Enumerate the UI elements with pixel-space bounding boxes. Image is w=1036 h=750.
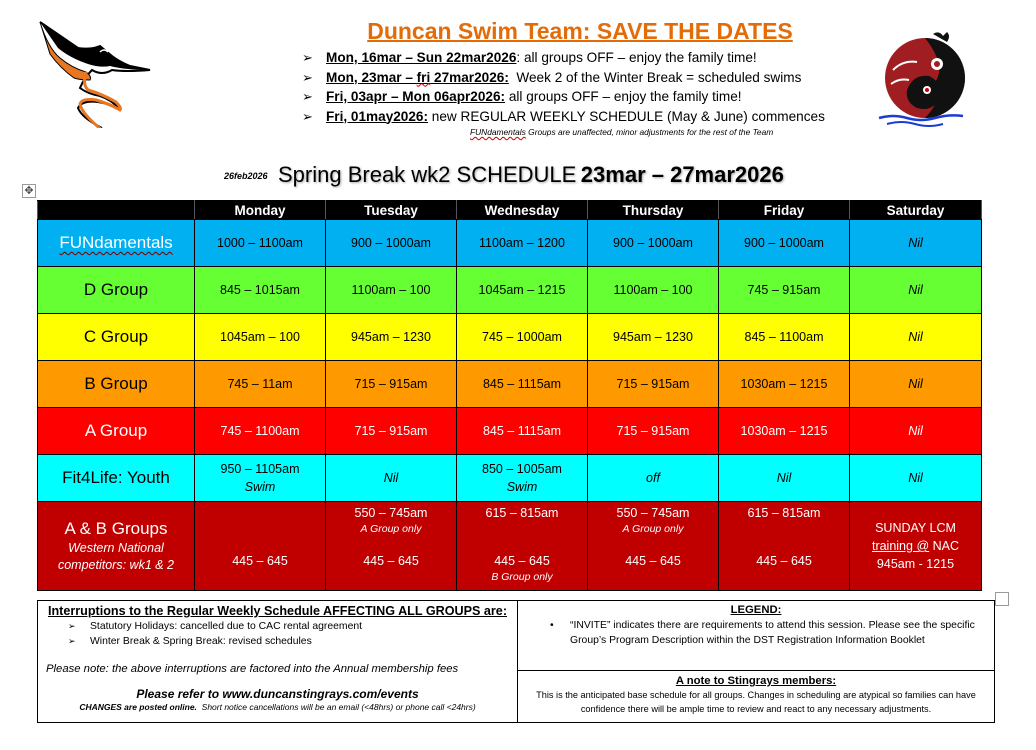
member-note-panel	[518, 671, 994, 722]
group-sublabel: Western National competitors: wk1 & 2	[57, 541, 174, 572]
changes-note: CHANGES are posted online. Short notice cancellations will be an email (<48hrs) or phone call <24hrs)	[79, 702, 476, 712]
schedule-cell: 1100am – 100	[326, 267, 457, 314]
arrow-bullet-icon: ➢	[302, 69, 313, 85]
schedule-cell: 745 – 11am	[195, 361, 326, 408]
legend-panel	[518, 601, 994, 671]
table-move-handle-icon[interactable]: ✥	[22, 184, 36, 198]
arrow-bullet-icon: ➢	[68, 636, 76, 646]
header-friday: Friday	[719, 201, 850, 220]
save-the-dates-list	[302, 48, 862, 126]
schedule-cell: 745 – 1000am	[457, 314, 588, 361]
schedule-cell: 845 – 1015am	[195, 267, 326, 314]
footer-info-box	[37, 600, 995, 723]
member-note-text: This is the anticipated base schedule for all groups. Changes in scheduling are atypical so families can have confidence there will be ample time to review and react to any necessary adjustments.	[536, 690, 976, 714]
schedule-cell: Nil	[850, 220, 982, 267]
list-item: ➢ Winter Break & Spring Break: revised schedules	[68, 636, 312, 647]
arrow-bullet-icon: ➢	[68, 621, 76, 631]
table-row-b-group	[38, 361, 982, 408]
schedule-cell: 615 – 815am 445 – 645 B Group only	[457, 502, 588, 591]
header-monday: Monday	[195, 201, 326, 220]
membership-fee-note: Please note: the above interruptions are factored into the Annual membership fees	[46, 663, 459, 675]
group-label: B Group	[38, 361, 195, 408]
document-date: 26feb2026	[224, 171, 268, 181]
list-item: ➢ Statutory Holidays: cancelled due to CAC rental agreement	[68, 621, 363, 632]
member-note-heading: A note to Stingrays members:	[675, 675, 837, 687]
schedule-cell: 715 – 915am	[588, 361, 719, 408]
schedule-cell: 945am – 1230	[326, 314, 457, 361]
schedule-cell: 715 – 915am	[326, 408, 457, 455]
schedule-cell: 850 – 1005am Swim	[457, 455, 588, 502]
schedule-cell: Nil	[850, 408, 982, 455]
legend-item: • “INVITE” indicates there are requirements to attend this session. Please see the specific Group’s Program Description within the DST Registration Information Booklet	[550, 620, 975, 646]
schedule-cell: Nil	[719, 455, 850, 502]
group-label: FUNdamentals	[38, 220, 195, 267]
schedule-cell: 1045am – 1215	[457, 267, 588, 314]
schedule-cell: off	[588, 455, 719, 502]
header-wednesday: Wednesday	[457, 201, 588, 220]
schedule-date-range: 23mar – 27mar2026	[580, 162, 784, 187]
schedule-cell: 1030am – 1215	[719, 361, 850, 408]
group-label: A Group	[38, 408, 195, 455]
table-row-a-group	[38, 408, 982, 455]
date-item: ➢ Mon, 23mar – fri 27mar2026: Week 2 of the Winter Break = scheduled swims	[302, 68, 862, 88]
header-saturday: Saturday	[850, 201, 982, 220]
schedule-cell: 1100am – 1200	[457, 220, 588, 267]
schedule-cell: Nil	[850, 267, 982, 314]
table-row-a-b-groups	[38, 502, 982, 591]
schedule-cell: 550 – 745am A Group only 445 – 645	[326, 502, 457, 591]
schedule-cell: 1030am – 1215	[719, 408, 850, 455]
schedule-cell: 945am – 1230	[588, 314, 719, 361]
corner-header	[38, 201, 195, 220]
sunday-lcm-cell: SUNDAY LCM training @ NAC 945am - 1215	[850, 502, 982, 591]
page-title: Duncan Swim Team: SAVE THE DATES	[367, 18, 793, 44]
schedule-cell: Nil	[850, 314, 982, 361]
schedule-cell: 950 – 1105am Swim	[195, 455, 326, 502]
table-header-row	[38, 201, 982, 220]
interruptions-heading: Interruptions to the Regular Weekly Schedule AFFECTING ALL GROUPS are:	[47, 604, 508, 618]
schedule-cell: 715 – 915am	[326, 361, 457, 408]
header-tuesday: Tuesday	[326, 201, 457, 220]
schedule-cell: Nil	[326, 455, 457, 502]
group-label: Fit4Life: Youth	[38, 455, 195, 502]
table-row-c-group	[38, 314, 982, 361]
schedule-cell: 715 – 915am	[588, 408, 719, 455]
schedule-cell: 745 – 1100am	[195, 408, 326, 455]
table-row-d-group	[38, 267, 982, 314]
schedule-heading: Spring Break wk2 SCHEDULE	[278, 162, 577, 187]
schedule-cell: 845 – 1115am	[457, 408, 588, 455]
schedule-table	[37, 200, 982, 591]
group-label: C Group	[38, 314, 195, 361]
fundamentals-note: FUNdamentals Groups are unaffected, minor adjustments for the rest of the Team	[470, 127, 774, 137]
schedule-cell: 900 – 1000am	[588, 220, 719, 267]
interruptions-list	[38, 619, 517, 649]
events-link[interactable]: Please refer to www.duncanstingrays.com/events	[136, 687, 419, 701]
header-thursday: Thursday	[588, 201, 719, 220]
schedule-cell: 845 – 1100am	[719, 314, 850, 361]
date-item: ➢ Fri, 03apr – Mon 06apr2026: all groups OFF – enjoy the family time!	[302, 87, 862, 107]
interruptions-panel	[38, 601, 518, 722]
schedule-cell: 1045am – 100	[195, 314, 326, 361]
date-item: ➢ Mon, 16mar – Sun 22mar2026: all groups OFF – enjoy the family time!	[302, 48, 862, 68]
salmon-coast-salish-logo-icon	[873, 30, 978, 130]
schedule-cell: 1100am – 100	[588, 267, 719, 314]
schedule-cell: Nil	[850, 455, 982, 502]
table-row-fundamentals	[38, 220, 982, 267]
schedule-title	[224, 162, 784, 188]
schedule-cell: 1000 – 1100am	[195, 220, 326, 267]
date-item: ➢ Fri, 01may2026: new REGULAR WEEKLY SCHEDULE (May & June) commences	[302, 107, 862, 127]
arrow-bullet-icon: ➢	[302, 108, 313, 124]
stingray-logo-icon	[30, 18, 155, 128]
arrow-bullet-icon: ➢	[302, 50, 313, 65]
schedule-cell: 845 – 1115am	[457, 361, 588, 408]
schedule-cell: 900 – 1000am	[326, 220, 457, 267]
group-label: A & B Groups Western National competitors: wk1 & 2	[38, 502, 195, 591]
schedule-cell: 900 – 1000am	[719, 220, 850, 267]
schedule-cell: 615 – 815am 445 – 645	[719, 502, 850, 591]
bullet-icon: •	[550, 620, 554, 631]
schedule-cell: 745 – 915am	[719, 267, 850, 314]
schedule-cell: 445 – 645	[195, 502, 326, 591]
legend-heading: LEGEND:	[730, 604, 782, 616]
arrow-bullet-icon: ➢	[302, 89, 313, 104]
table-row-fit4life-youth	[38, 455, 982, 502]
group-label: D Group	[38, 267, 195, 314]
schedule-cell: 550 – 745am A Group only 445 – 645	[588, 502, 719, 591]
schedule-cell: Nil	[850, 361, 982, 408]
table-resize-handle[interactable]	[995, 592, 1009, 606]
